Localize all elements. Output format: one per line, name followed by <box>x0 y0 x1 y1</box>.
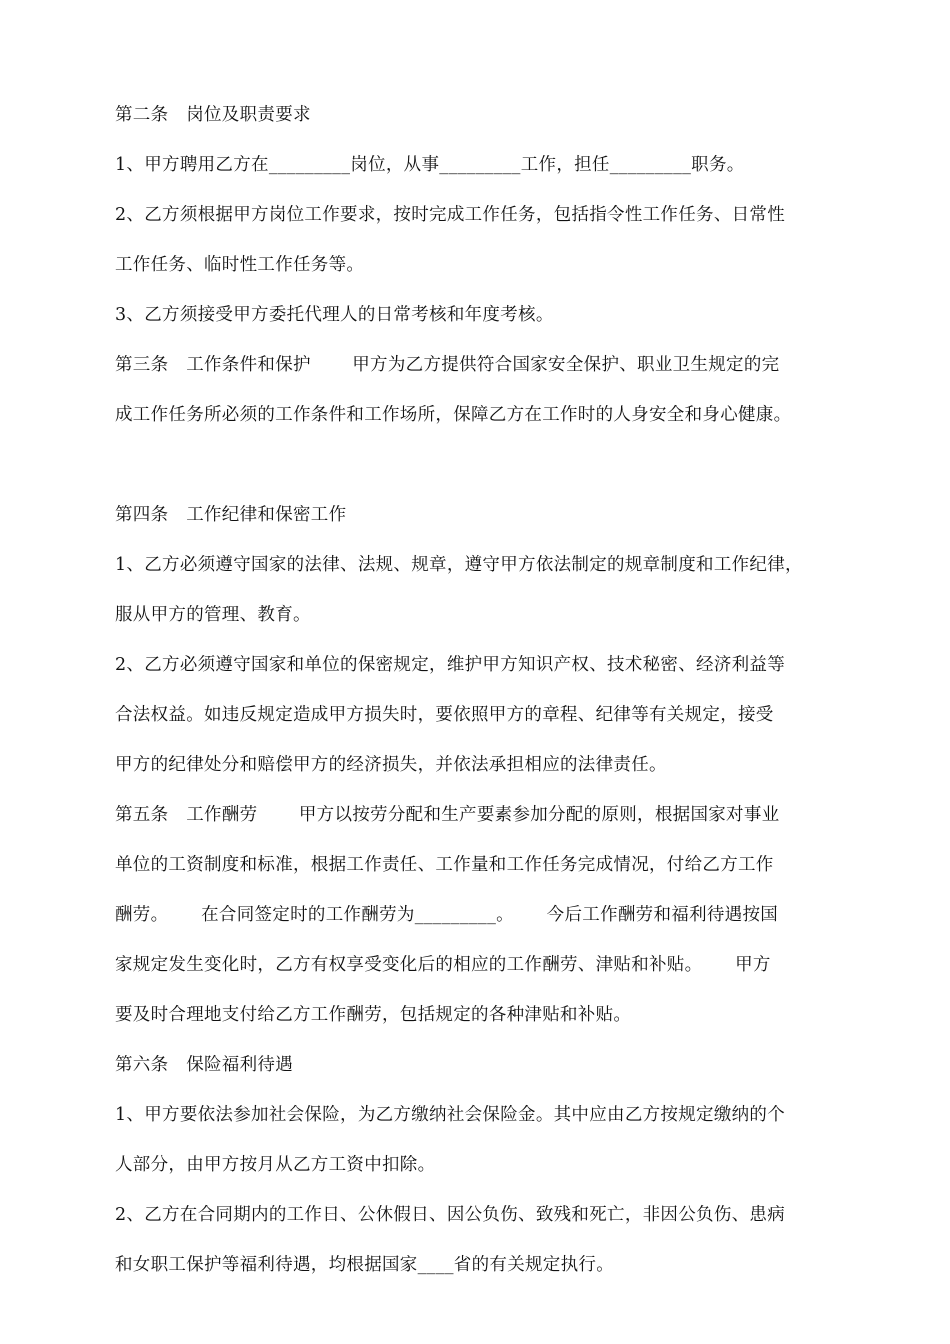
article-2-heading: 第二条 岗位及职责要求 <box>115 105 311 125</box>
article-2-item-1: 1、甲方聘用乙方在_________岗位，从事_________工作，担任_________职务。 <box>115 155 745 175</box>
article-6-item-2-line-2: 和女职工保护等福利待遇，均根据国家____省的有关规定执行。 <box>115 1255 614 1275</box>
article-6-heading: 第六条 保险福利待遇 <box>115 1055 293 1075</box>
article-4-item-1-line-1: 1、乙方必须遵守国家的法律、法规、规章，遵守甲方依法制定的规章制度和工作纪律， <box>115 555 803 575</box>
article-5-line-1: 第五条 工作酬劳 甲方以按劳分配和生产要素参加分配的原则，根据国家对事业 <box>115 805 780 825</box>
article-6-item-1-line-1: 1、甲方要依法参加社会保险，为乙方缴纳社会保险金。其中应由乙方按规定缴纳的个 <box>115 1105 786 1125</box>
article-5-line-4: 家规定发生变化时，乙方有权享受变化后的相应的工作酬劳、津贴和补贴。 甲方 <box>115 955 771 975</box>
article-5-line-3: 酬劳。 在合同签定时的工作酬劳为_________。 今后工作酬劳和福利待遇按国 <box>115 905 779 925</box>
article-3-line-2: 成工作任务所必须的工作条件和工作场所，保障乙方在工作时的人身安全和身心健康。 <box>115 405 792 425</box>
article-5-line-2: 单位的工资制度和标准，根据工作责任、工作量和工作任务完成情况，付给乙方工作 <box>115 855 774 875</box>
article-4-heading: 第四条 工作纪律和保密工作 <box>115 505 347 525</box>
article-4-item-2-line-3: 甲方的纪律处分和赔偿甲方的经济损失，并依法承担相应的法律责任。 <box>115 755 667 775</box>
article-4-item-1-line-2: 服从甲方的管理、教育。 <box>115 605 311 625</box>
article-4-item-2-line-1: 2、乙方必须遵守国家和单位的保密规定，维护甲方知识产权、技术秘密、经济利益等 <box>115 655 786 675</box>
article-5-line-5: 要及时合理地支付给乙方工作酬劳，包括规定的各种津贴和补贴。 <box>115 1005 632 1025</box>
article-6-item-1-line-2: 人部分，由甲方按月从乙方工资中扣除。 <box>115 1155 436 1175</box>
article-4-item-2-line-2: 合法权益。如违反规定造成甲方损失时，要依照甲方的章程、纪律等有关规定，接受 <box>115 705 774 725</box>
article-2-item-2-line-1: 2、乙方须根据甲方岗位工作要求，按时完成工作任务，包括指令性工作任务、日常性 <box>115 205 786 225</box>
article-3-line-1: 第三条 工作条件和保护 甲方为乙方提供符合国家安全保护、职业卫生规定的完 <box>115 355 780 375</box>
article-2-item-2-line-2: 工作任务、临时性工作任务等。 <box>115 255 365 275</box>
article-6-item-2-line-1: 2、乙方在合同期内的工作日、公休假日、因公负伤、致残和死亡，非因公负伤、患病 <box>115 1205 786 1225</box>
article-2-item-3: 3、乙方须接受甲方委托代理人的日常考核和年度考核。 <box>115 305 554 325</box>
